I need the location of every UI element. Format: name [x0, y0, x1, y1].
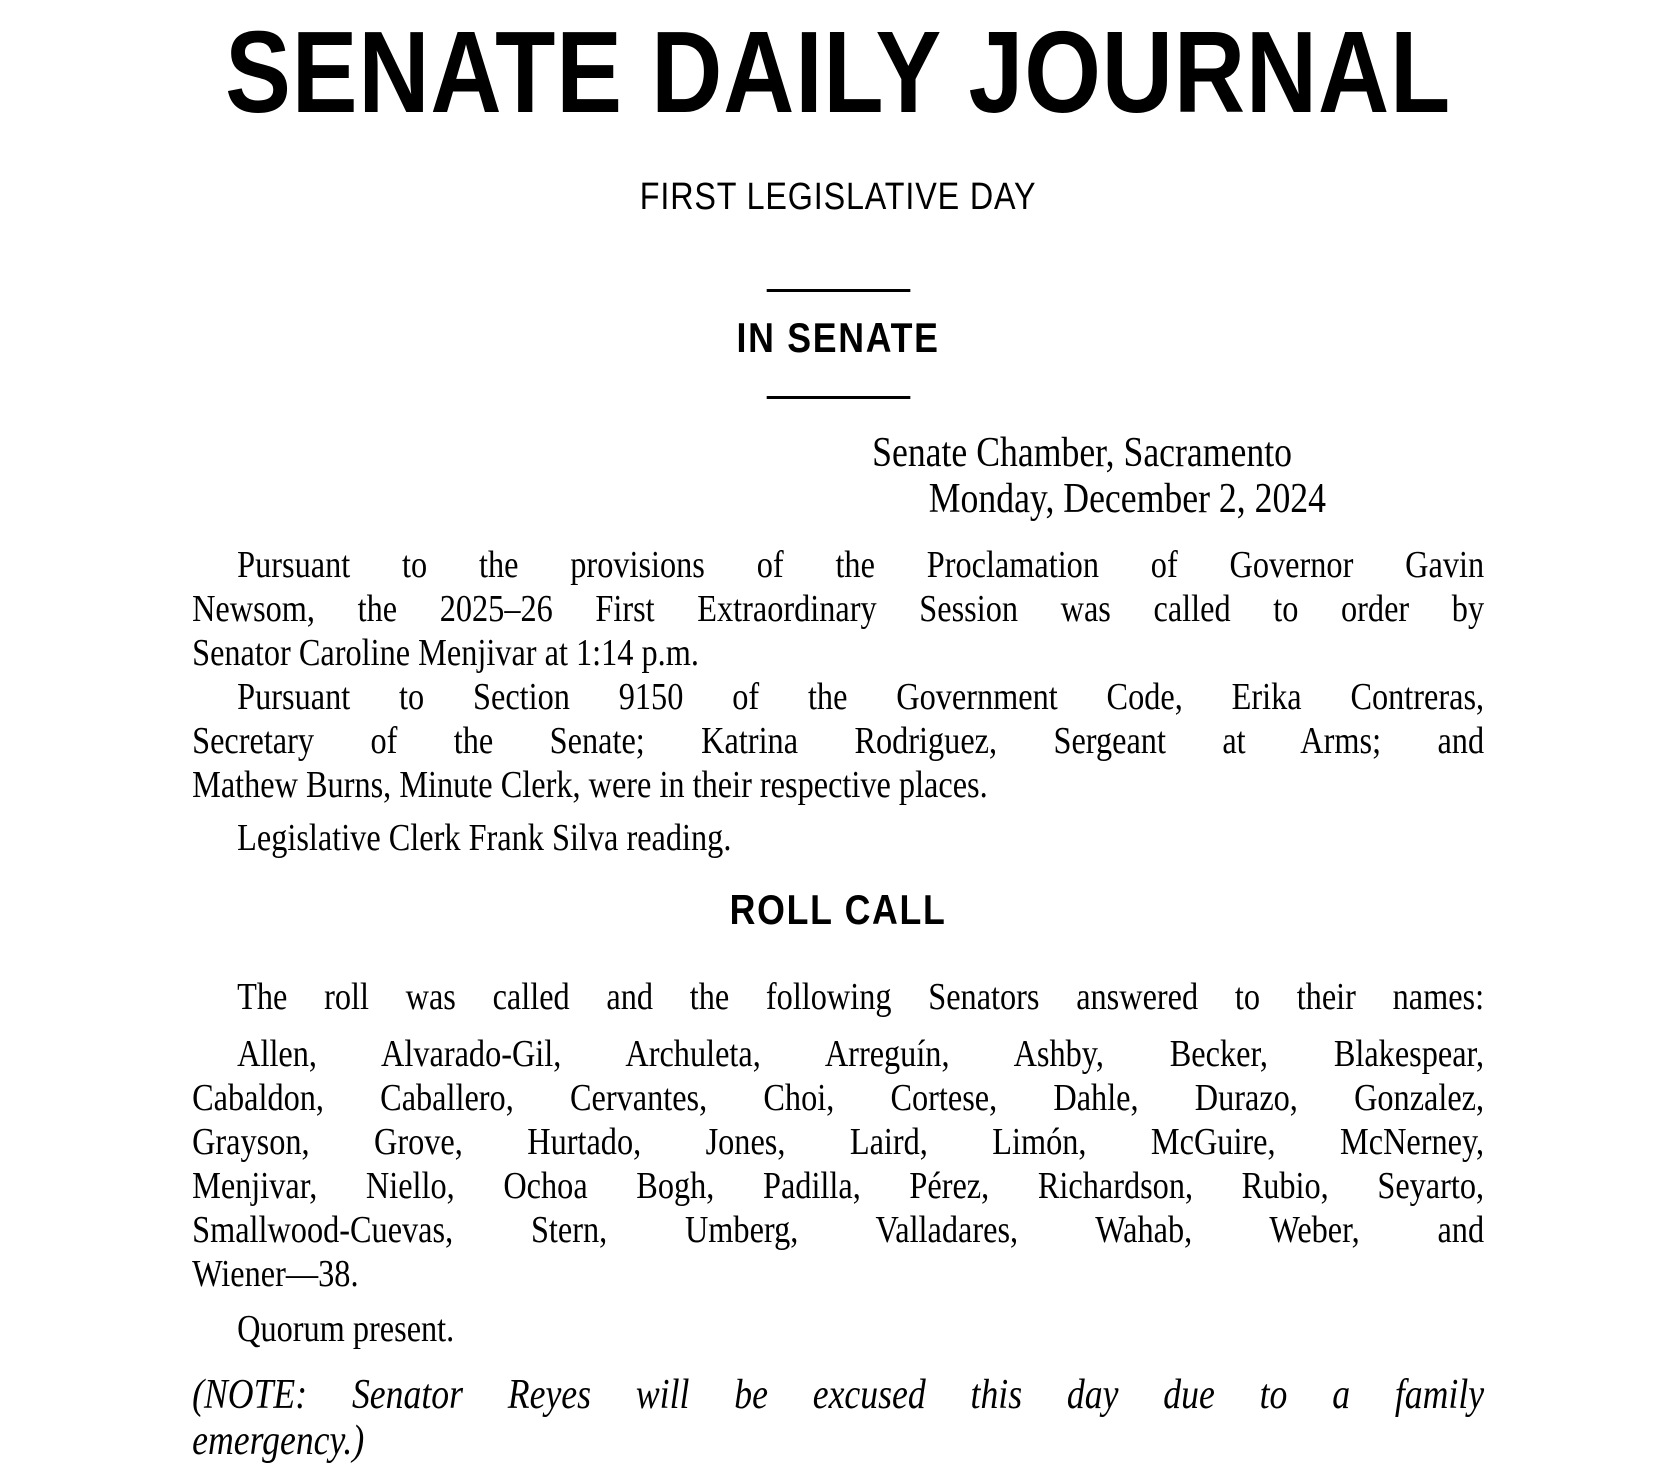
note-line: (NOTE: Senator Reyes will be excused this day due to a family	[192, 1371, 1485, 1418]
roll-list-line: Wiener—38.	[192, 1252, 359, 1295]
paragraph-line: Quorum present.	[237, 1307, 455, 1350]
paragraph-line: Secretary of the Senate; Katrina Rodriguez, Sergeant at Arms; and	[192, 719, 1485, 762]
paragraph-line: Legislative Clerk Frank Silva reading.	[237, 816, 732, 859]
roll-list-line: Cabaldon, Caballero, Cervantes, Choi, Cortese, Dahle, Durazo, Gonzalez,	[192, 1076, 1485, 1119]
roll-list-line: Allen, Alvarado-Gil, Archuleta, Arreguín, Ashby, Becker, Blakespear,	[237, 1032, 1485, 1075]
page-body	[0, 430, 1676, 1464]
divider-bottom	[766, 396, 910, 399]
paragraph-line: Pursuant to Section 9150 of the Government Code, Erika Contreras,	[237, 675, 1485, 718]
dateline-place: Senate Chamber, Sacramento	[872, 429, 1292, 476]
journal-subtitle: FIRST LEGISLATIVE DAY	[639, 176, 1037, 218]
note-line: emergency.)	[192, 1417, 365, 1464]
paragraph-line: Newsom, the 2025–26 First Extraordinary Session was called to order by	[192, 587, 1485, 630]
paragraph-line: Pursuant to the provisions of the Proclamation of Governor Gavin	[237, 543, 1485, 586]
paragraph-line: The roll was called and the following Senators answered to their names:	[237, 975, 1485, 1018]
dateline	[192, 430, 1484, 522]
paragraph-officers	[192, 675, 1484, 807]
divider-top	[766, 289, 910, 292]
roll-list-line: Menjivar, Niello, Ochoa Bogh, Padilla, Pérez, Richardson, Rubio, Seyarto,	[192, 1164, 1485, 1207]
section-heading-in-senate: IN SENATE	[736, 314, 940, 361]
paragraph-roll-intro	[192, 975, 1484, 1019]
paragraph-proclamation	[192, 543, 1484, 675]
journal-page	[0, 7, 1676, 1464]
paragraph-quorum	[192, 1307, 1484, 1351]
journal-title: SENATE DAILY JOURNAL	[225, 7, 1452, 137]
senator-roll-list	[192, 1032, 1484, 1296]
paragraph-line: Mathew Burns, Minute Clerk, were in their respective places.	[192, 763, 988, 806]
paragraph-clerk-reading	[192, 816, 1484, 860]
excused-note	[192, 1372, 1484, 1464]
roll-list-line: Grayson, Grove, Hurtado, Jones, Laird, Limón, McGuire, McNerney,	[192, 1120, 1485, 1163]
dateline-date: Monday, December 2, 2024	[928, 475, 1326, 522]
paragraph-line: Senator Caroline Menjivar at 1:14 p.m.	[192, 631, 699, 674]
roll-list-line: Smallwood-Cuevas, Stern, Umberg, Valladares, Wahab, Weber, and	[192, 1208, 1485, 1251]
roll-call-heading: ROLL CALL	[729, 885, 947, 933]
